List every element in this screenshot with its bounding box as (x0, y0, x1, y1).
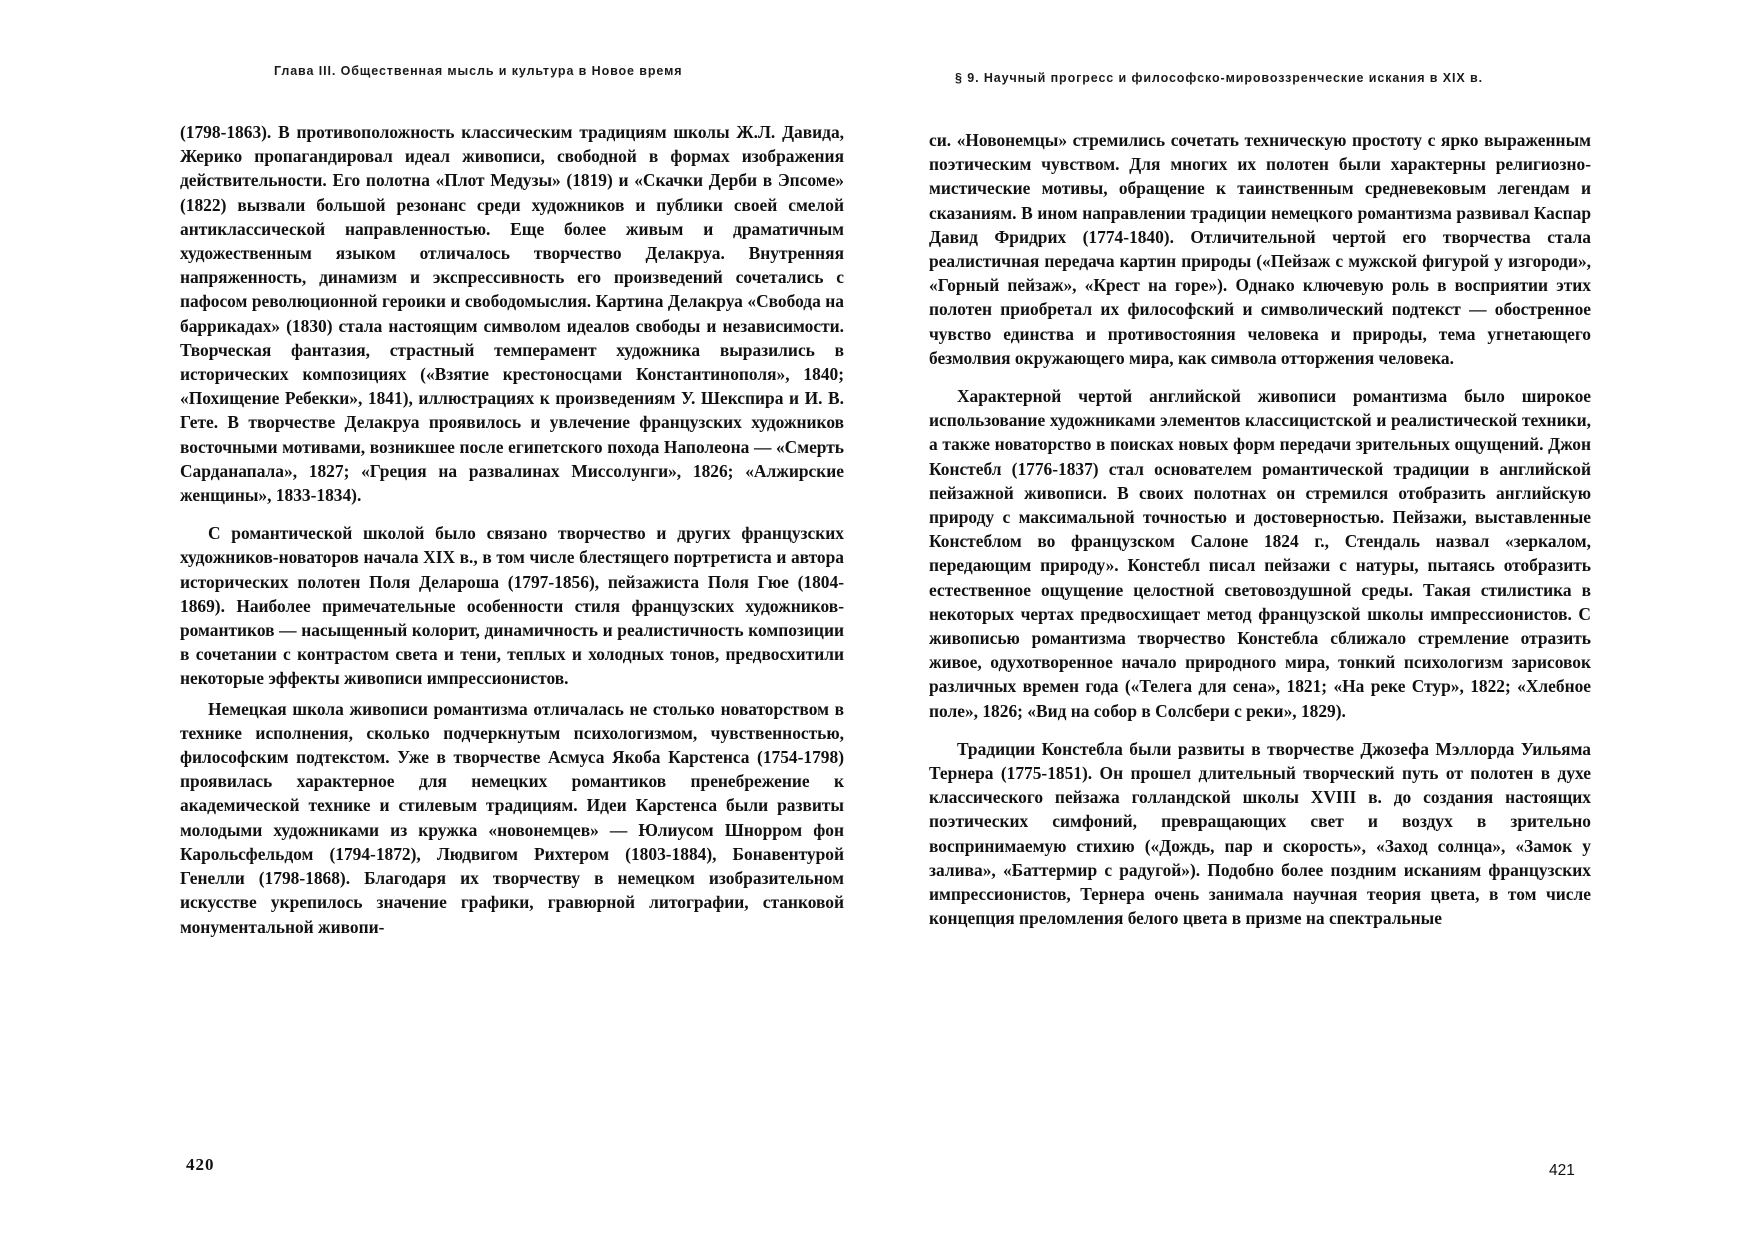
running-head: Глава III. Общественная мысль и культура в Новое время (274, 64, 683, 78)
paragraph: С романтической школой было связано творчество и других французских художников-новаторов начала XIX в., в том числе блестящего портретиста и автора исторических полотен Поля Делароша (1797-1856), пейзажиста Поля Гюе (1804-1869). Наиболее примечательные особенности стиля французских художников-романтиков — насыщенный колорит, динамичность и реалистичность композиции в сочетании с контрастом света и тени, теплых и холодных тонов, предвосхитили некоторые эффекты живописи импрессионистов. (180, 523, 844, 689)
body-text (929, 128, 1591, 931)
right-page (877, 0, 1754, 1239)
paragraph: Немецкая школа живописи романтизма отличалась не столько новаторством в технике исполнения, сколько подчеркнутым психологизмом, чувственностью, философским подтекстом. Уже в творчестве Асмуса Якоба Карстенса (1754-1798) проявилась характерное для немецких романтиков пренебрежение к академической технике и стилевым традициям. Идеи Карстенса были развиты молодыми художниками из кружка «новонемцев» — Юлиусом Шнорром фон Карольсфельдом (1794-1872), Людвигом Рихтером (1803-1884), Бонавентурой Генелли (1798-1868). Благодаря их творчеству в немецком изобразительном искусстве укрепилось значение графики, гравюрной литографии, станковой монументальной живопи- (180, 698, 844, 937)
paragraph: Характерной чертой английской живописи романтизма было широкое использование художниками элементов классицистской и реалистической техники, а также новаторство в поисках новых форм передачи зрительных ощущений. Джон Констебл (1776-1837) стал основателем романтической традиции в английской пейзажной живописи. В своих полотнах он стремился отобразить английскую природу с максимальной точностью и достоверностью. Пейзажи, выставленные Констеблом во французском Салоне 1824 г., Стендаль назвал «зеркалом, передающим природу». Констебл писал пейзажи с натуры, пытаясь отобразить естественное ощущение целостной световоздушной среды. Такая стилистика в некоторых чертах предвосхищает метод французской школы импрессионистов. С живописью романтизма творчество Констебла сближало стремление отразить живое, одухотворенное начало природного мира, тонкий психологизм зарисовок различных времен года («Телега для сена», 1821; «На реке Стур», 1822; «Хлебное поле», 1826; «Вид на собор в Солсбери с реки», 1829). (929, 386, 1591, 721)
paragraph: си. «Новонемцы» стремились сочетать техническую простоту с ярко выраженным поэтическим чувством. Для многих их полотен были характерны религиозно-мистические мотивы, обращение к таинственным средневековым легендам и сказаниям. В ином направлении традиции немецкого романтизма развивал Каспар Давид Фридрих (1774-1840). Отличительной чертой его творчества стала реалистичная передача картин природы («Пейзаж с мужской фигурой у изгороди», «Горный пейзаж», «Крест на горе»). Однако ключевую роль в восприятии этих полотен приобретал их философский и символический подтекст — обостренное чувство единства и противостояния человека и природы, тема угнетающего безмолвия окружающего мира, как символа отторжения человека. (929, 130, 1591, 368)
page-number: 421 (1549, 1162, 1575, 1179)
running-head: § 9. Научный прогресс и философско-мировоззренческие искания в XIX в. (955, 71, 1483, 85)
paragraph: (1798-1863). В противоположность классическим традициям школы Ж.Л. Давида, Жерико пропагандировал идеал живописи, свободной в формах изображения действительности. Его полотна «Плот Медузы» (1819) и «Скачки Дерби в Эпсоме» (1822) вызвали большой резонанс среди художников и публики своей смелой антиклассической направленностью. Еще более живым и драматичным художественным языком отличалось творчество Делакруа. Внутренняя напряженность, динамизм и экспрессивность его произведений сочетались с пафосом революционной героики и свободомыслия. Картина Делакруа «Свобода на баррикадах» (1830) стала настоящим символом идеалов свободы и независимости. Творческая фантазия, страстный темперамент художника выразились в исторических композициях («Взятие крестоносцами Константинополя», 1840; «Похищение Ребекки», 1841), иллюстрациях к произведениям У. Шекспира и И. В. Гете. В творчестве Делакруа проявилось и увлечение французских художников восточными мотивами, возникшее после египетского похода Наполеона — «Смерть Сарданапала», 1827; «Греция на развалинах Миссолунги», 1826; «Алжирские женщины», 1833-1834). (180, 122, 844, 506)
page-number: 420 (186, 1155, 215, 1174)
paragraph: Традиции Констебла были развиты в творчестве Джозефа Мэллорда Уильяма Тернера (1775-1851). Он прошел длительный творческий путь от полотен в духе классического пейзажа голландской школы XVIII в. до создания настоящих поэтических симфоний, превращающих свет и воздух в зрительно воспринимаемую стихию («Дождь, пар и скорость», «Заход солнца», «Замок у залива», «Баттермир с радугой»). Подобно более поздним исканиям французских импрессионистов, Тернера очень занимала научная теория цвета, в том числе концепция преломления белого цвета в призме на спектральные (929, 738, 1591, 929)
body-text (180, 120, 844, 939)
